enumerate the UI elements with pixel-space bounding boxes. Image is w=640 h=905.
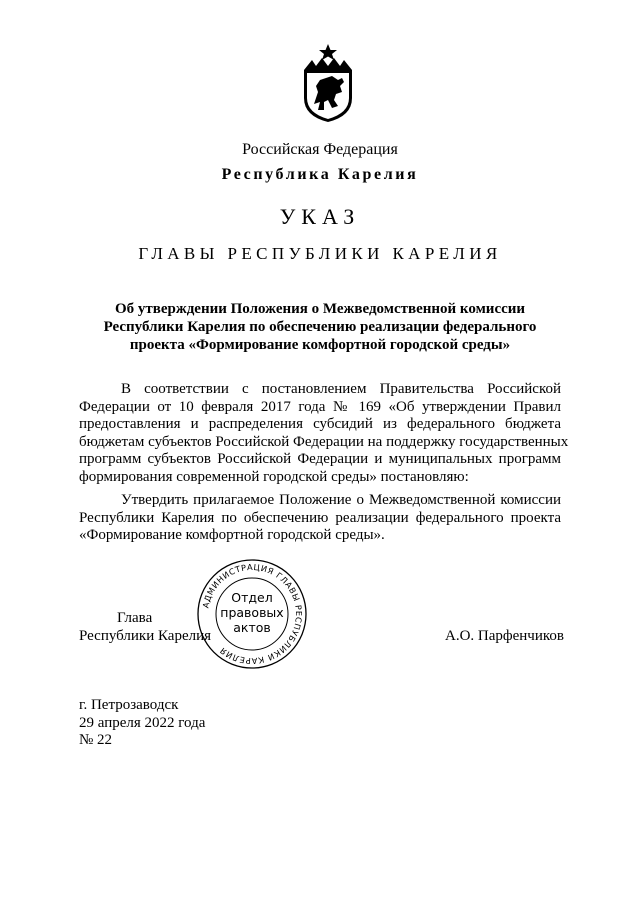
body-line: Федерации от 10 февраля 2017 года № 169 «Об утверждении Правил [79, 398, 561, 415]
decree-subject [95, 300, 545, 354]
decree-number: № 22 [79, 732, 113, 748]
body-line: Республики Карелия по обеспечению реализации федерального проекта [79, 509, 561, 526]
subject-line: Об утверждении Положения о Межведомственной комиссии [114, 301, 526, 317]
body-line: Утвердить прилагаемое Положение о Межведомственной комиссии [121, 492, 561, 508]
stamp-center-line: актов [233, 620, 271, 635]
body-paragraph-1 [79, 381, 569, 486]
body-line: формирования современной городской среды» постановляю: [79, 468, 469, 485]
body-line: В соответствии с постановлением Правительства Российской [121, 381, 561, 397]
body-line: предоставления и распределения субсидий из федерального бюджета [79, 416, 561, 432]
federation-name: Российская Федерация [242, 141, 398, 158]
body-line: «Формирование комфортной городской среды». [79, 527, 385, 543]
signatory-role-line1: Глава [117, 610, 153, 626]
karelia-coat-of-arms-icon [298, 42, 358, 124]
decree-date: 29 апреля 2022 года [79, 714, 206, 731]
stamp-center-line: правовых [220, 605, 284, 620]
stamp-ring-text: АДМИНИСТРАЦИЯ ГЛАВЫ РЕСПУБЛИКИ КАРЕЛИЯ [200, 561, 305, 667]
decree-title: УКАЗ [279, 204, 361, 229]
signatory-role-line2: Республики Карелия [79, 628, 212, 644]
city: г. Петрозаводск [79, 697, 179, 713]
subject-line: проекта «Формирование комфортной городской среды» [129, 337, 511, 353]
republic-name: Республика Карелия [221, 166, 419, 183]
official-stamp [196, 558, 308, 670]
body-line: программ субъектов Российской Федерации и муниципальных программ [79, 451, 561, 467]
body-line: бюджетам субъектов Российской Федерации на поддержку государственных [79, 433, 569, 450]
body-paragraph-2 [79, 492, 561, 545]
signatory-name: А.О. Парфенчиков [445, 628, 564, 644]
decree-subtitle: ГЛАВЫ РЕСПУБЛИКИ КАРЕЛИЯ [138, 244, 502, 263]
place-and-date [79, 697, 205, 750]
stamp-center-line: Отдел [231, 590, 273, 605]
subject-line: Республики Карелия по обеспечению реализации федерального [103, 319, 537, 335]
